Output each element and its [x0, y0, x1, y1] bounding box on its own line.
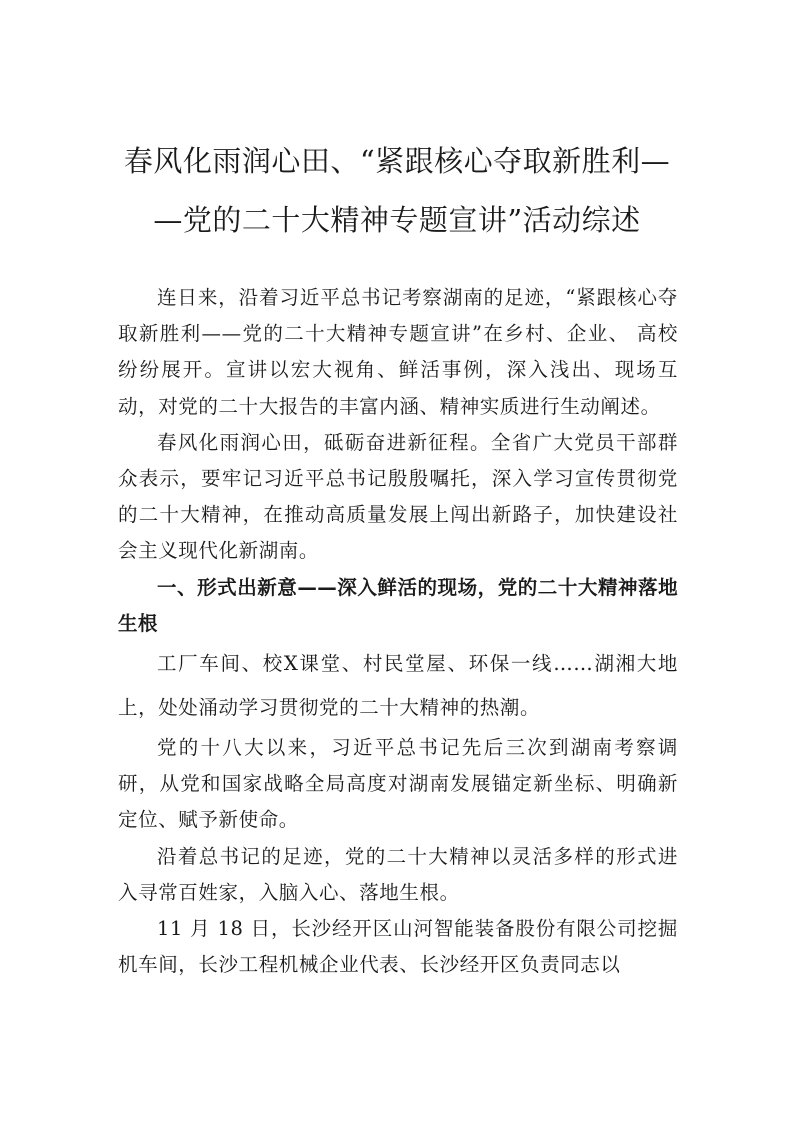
document-title: [100, 132, 694, 250]
intro-paragraph: 连日来，沿着习近平总书记考察湖南的足迹，“紧跟核心夺取新胜利——党的二十大精神专题宣讲”在乡村、企业、 高校纷纷展开。宣讲以宏大视角、鲜活事例，深入浅出、现场互动，对党的二十大报告的丰富内涵、精神实质进行生动阐述。: [118, 286, 678, 418]
document-body: [118, 280, 678, 983]
title-line-1: 春风化雨润心田、“紧跟核心夺取新胜利—: [123, 144, 671, 178]
title-line-2: —党的二十大精神专题宣讲”活动综述: [153, 203, 641, 237]
section-heading: 一、形式出新意——深入鲜活的现场，党的二十大精神落地生根: [118, 575, 678, 635]
section-paragraph: 11 月 18 日，长沙经开区山河智能装备股份有限公司挖掘机车间，长沙工程机械企业代表、长沙经开区负责同志以: [118, 917, 678, 977]
section-paragraph: 工厂车间、校X课堂、村民堂屋、环保一线……湖湘大地上，处处涌动学习贯彻党的二十大精神的热潮。: [118, 652, 678, 720]
summary-paragraph: 春风化雨润心田，砥砺奋进新征程。全省广大党员干部群众表示，要牢记习近平总书记殷殷嘱托，深入学习宣传贯彻党的二十大精神，在推动高质量发展上闯出新路子，加快建设社会主义现代化新湖南。: [118, 430, 678, 563]
section-paragraph: 沿着总书记的足迹，党的二十大精神以灵活多样的形式进入寻常百姓家，入脑入心、落地生根。: [118, 844, 678, 904]
section-paragraph: 党的十八大以来，习近平总书记先后三次到湖南考察调研，从党和国家战略全局高度对湖南发展锚定新坐标、明确新定位、赋予新使命。: [118, 736, 678, 832]
